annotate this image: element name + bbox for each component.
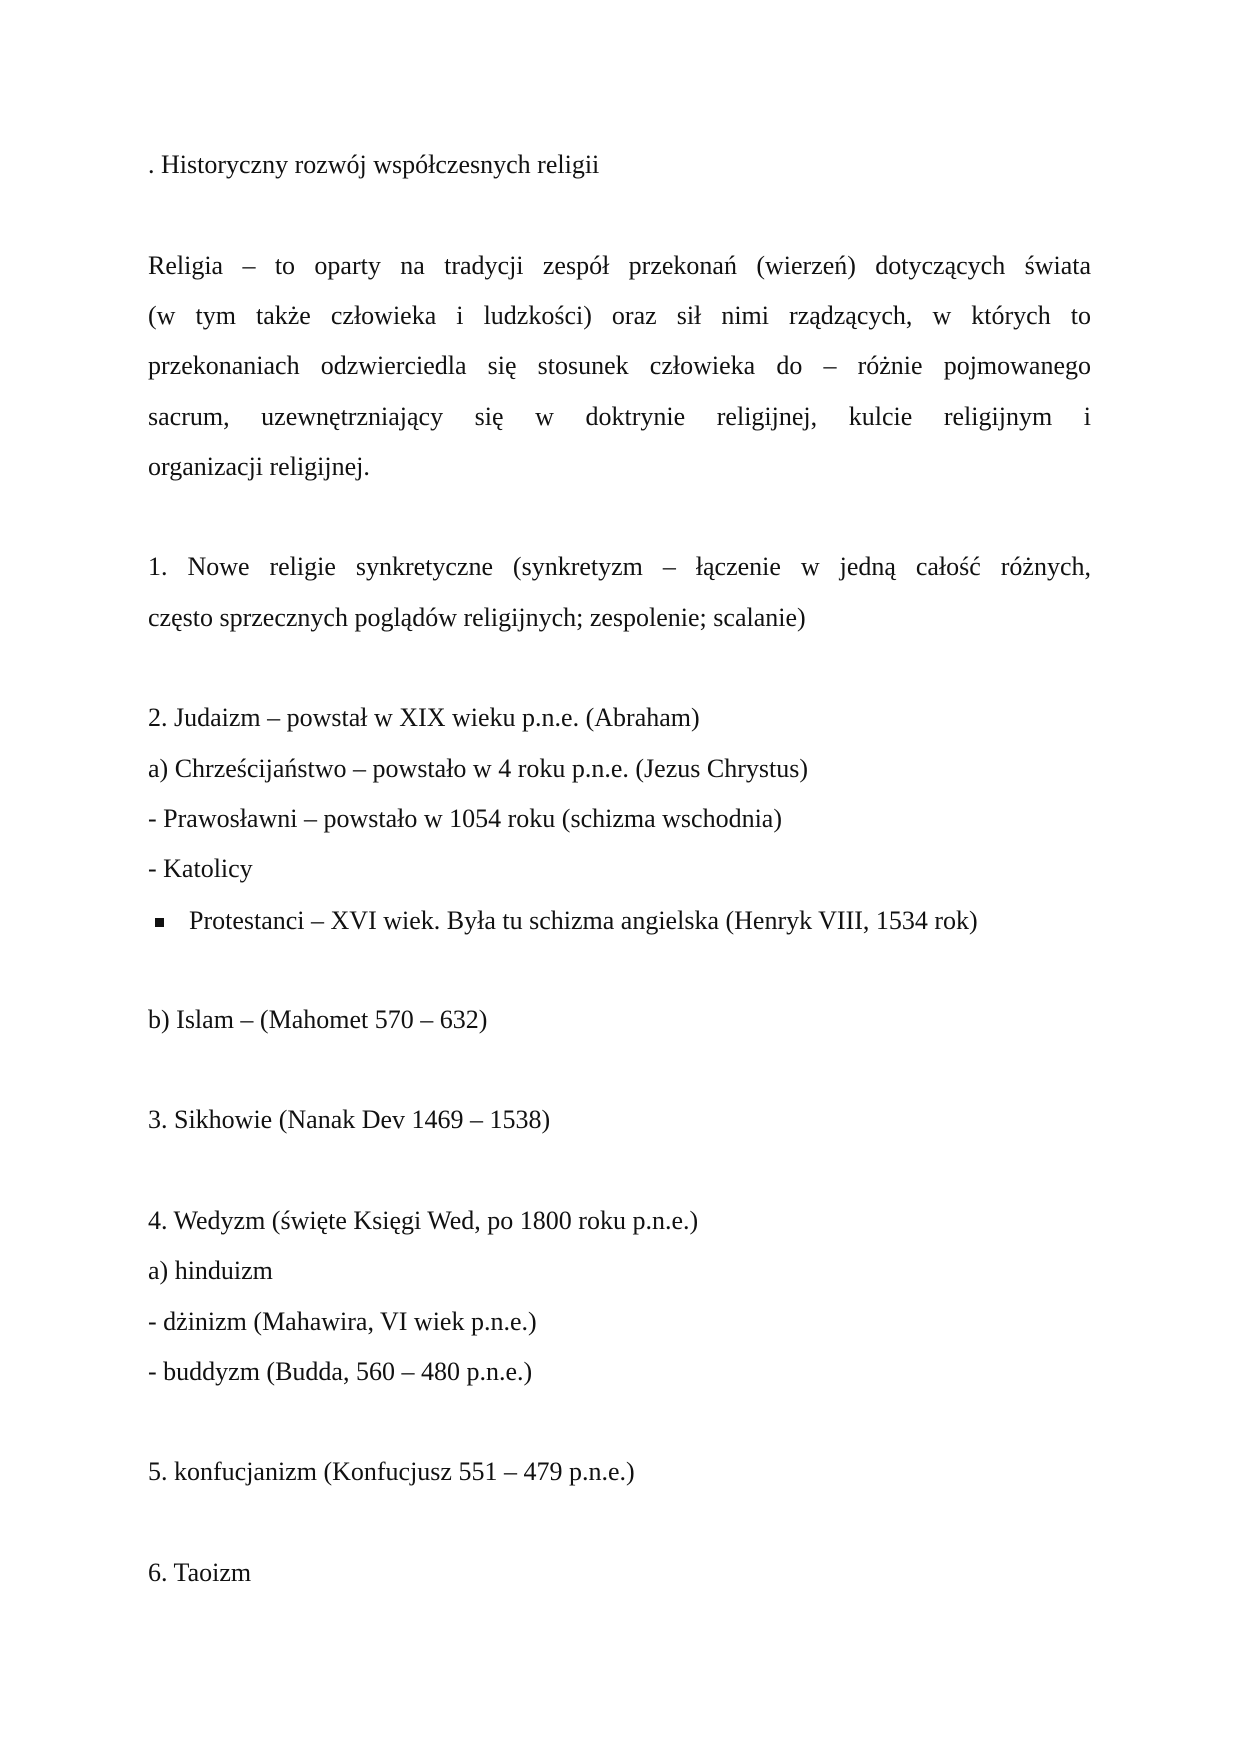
item-1-line-1: 1. Nowe religie synkretyczne (synkretyzm – łączenie w jedną całość różnych, — [148, 552, 1091, 581]
item-2-protestant: Protestanci – XVI wiek. Była tu schizma angielska (Henryk VIII, 1534 rok) — [189, 906, 978, 935]
item-2-christianity: a) Chrześcijaństwo – powstało w 4 roku p.n.e. (Jezus Chrystus) — [148, 754, 808, 783]
item-2-orthodox: - Prawosławni – powstało w 1054 roku (schizma wschodnia) — [148, 804, 782, 833]
item-2-main: 2. Judaizm – powstał w XIX wieku p.n.e. (Abraham) — [148, 703, 700, 732]
item-5: 5. konfucjanizm (Konfucjusz 551 – 479 p.n.e.) — [148, 1457, 635, 1486]
definition-line-1: Religia – to oparty na tradycji zespół przekonań (wierzeń) dotyczących świata — [148, 251, 1091, 280]
item-6: 6. Taoizm — [148, 1558, 252, 1587]
document-title: . Historyczny rozwój współczesnych religii — [148, 150, 600, 179]
item-2-islam: b) Islam – (Mahomet 570 – 632) — [148, 1005, 488, 1034]
item-4-hinduism: a) hinduizm — [148, 1256, 273, 1285]
definition-line-4: sacrum, uzewnętrzniający się w doktrynie religijnej, kulcie religijnym i — [148, 402, 1091, 431]
definition-line-5: organizacji religijnej. — [148, 452, 370, 481]
item-4-buddhism: - buddyzm (Budda, 560 – 480 p.n.e.) — [148, 1357, 533, 1386]
item-3: 3. Sikhowie (Nanak Dev 1469 – 1538) — [148, 1105, 551, 1134]
item-1-line-2: często sprzecznych poglądów religijnych; zespolenie; scalanie) — [148, 603, 806, 632]
item-2-catholic: - Katolicy — [148, 854, 253, 883]
square-bullet-icon — [155, 918, 164, 927]
definition-line-3: przekonaniach odzwierciedla się stosunek człowieka do – różnie pojmowanego — [148, 351, 1091, 380]
item-4-jainism: - dżinizm (Mahawira, VI wiek p.n.e.) — [148, 1307, 537, 1336]
definition-line-2: (w tym także człowieka i ludzkości) oraz sił nimi rządzących, w których to — [148, 301, 1091, 330]
item-4-main: 4. Wedyzm (święte Księgi Wed, po 1800 roku p.n.e.) — [148, 1206, 699, 1235]
